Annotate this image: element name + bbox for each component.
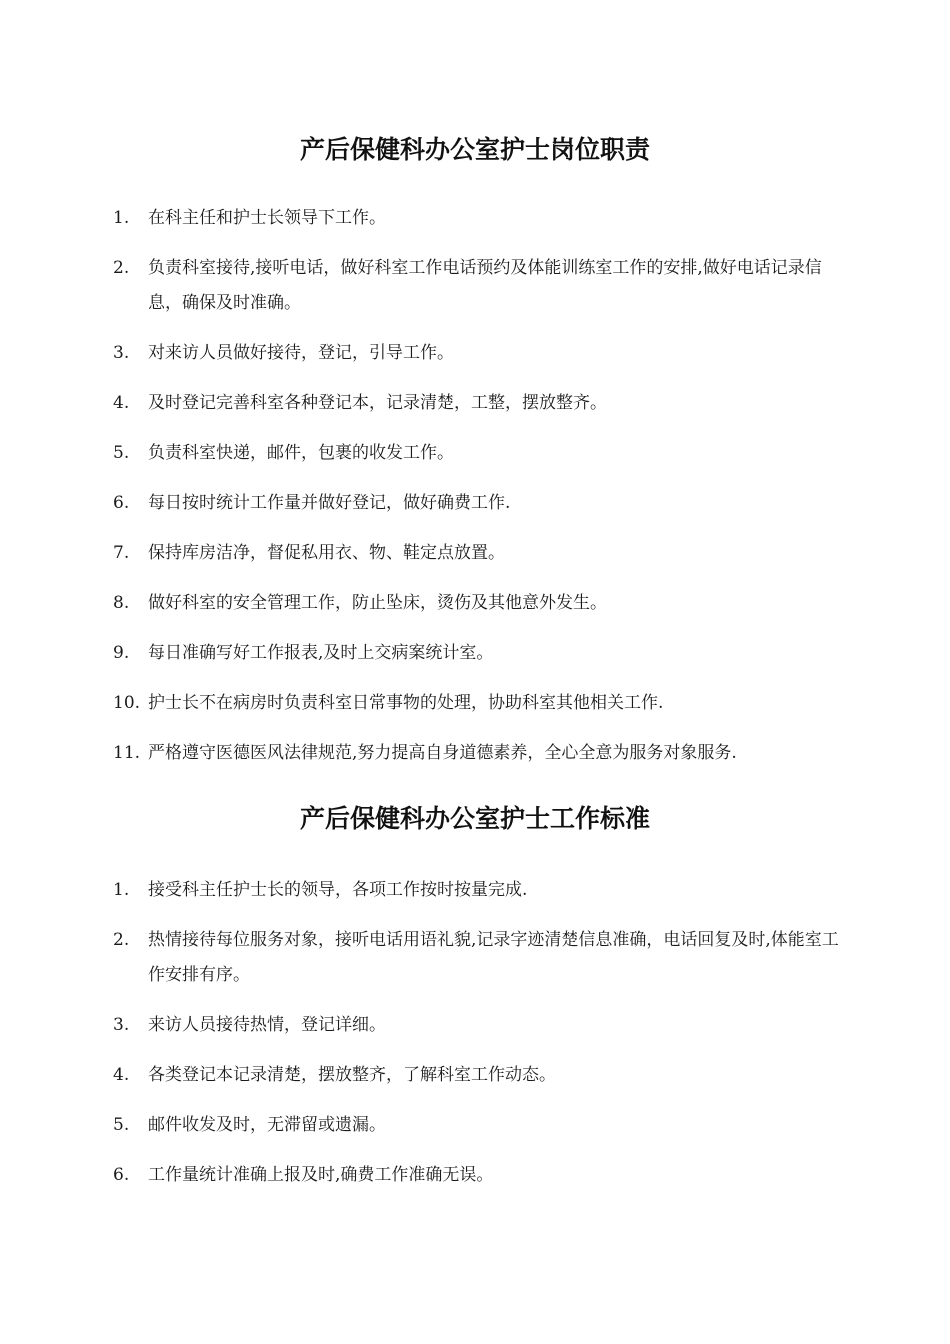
- item-text: 每日按时统计工作量并做好登记，做好确费工作.: [148, 493, 511, 513]
- list-item: [0, 1008, 950, 1043]
- item-text: 每日准确写好工作报表,及时上交病案统计室。: [148, 643, 494, 663]
- list-item: [0, 251, 950, 321]
- item-text: 对来访人员做好接待，登记，引导工作。: [148, 343, 454, 363]
- item-text: 及时登记完善科室各种登记本，记录清楚，工整，摆放整齐。: [148, 393, 607, 413]
- item-text: 负责科室接待,接听电话，做好科室工作电话预约及体能训练室工作的安排,做好电话记录信息，确保及时准确。: [148, 258, 822, 313]
- list-item: [0, 686, 950, 721]
- item-text: 做好科室的安全管理工作，防止坠床，烫伤及其他意外发生。: [148, 593, 607, 613]
- list-item: [0, 436, 950, 471]
- item-number: 6.: [113, 1165, 130, 1185]
- item-number: 4.: [113, 1065, 130, 1085]
- list-item: [0, 1108, 950, 1143]
- item-text: 护士长不在病房时负责科室日常事物的处理，协助科室其他相关工作.: [148, 693, 664, 713]
- item-text: 工作量统计准确上报及时,确费工作准确无误。: [148, 1165, 494, 1185]
- item-text: 保持库房洁净，督促私用衣、物、鞋定点放置。: [148, 543, 505, 563]
- item-text: 负责科室快递，邮件，包裹的收发工作。: [148, 443, 454, 463]
- item-number: 2.: [113, 258, 130, 278]
- list-item: [0, 873, 950, 908]
- list-item: [0, 486, 950, 521]
- item-text: 热情接待每位服务对象，接听电话用语礼貌,记录字迹清楚信息准确，电话回复及时,体能室工作安排有序。: [148, 930, 839, 985]
- item-number: 3.: [113, 343, 130, 363]
- item-text: 来访人员接待热情，登记详细。: [148, 1015, 386, 1035]
- item-number: 1.: [113, 880, 130, 900]
- item-number: 4.: [113, 393, 130, 413]
- item-number: 10.: [113, 693, 141, 713]
- item-text: 邮件收发及时，无滞留或遗漏。: [148, 1115, 386, 1135]
- item-text: 接受科主任护士长的领导，各项工作按时按量完成.: [148, 880, 528, 900]
- item-text: 各类登记本记录清楚，摆放整齐，了解科室工作动态。: [148, 1065, 556, 1085]
- item-number: 11.: [113, 743, 141, 763]
- item-number: 9.: [113, 643, 130, 663]
- item-number: 6.: [113, 493, 130, 513]
- list-item: [0, 201, 950, 236]
- item-number: 8.: [113, 593, 130, 613]
- item-number: 7.: [113, 543, 130, 563]
- list-item: [0, 336, 950, 371]
- item-number: 1.: [113, 208, 130, 228]
- list-item: [0, 586, 950, 621]
- list-item: [0, 386, 950, 421]
- item-number: 5.: [113, 1115, 130, 1135]
- list-item: [0, 636, 950, 671]
- list-item: [0, 736, 950, 771]
- item-text: 在科主任和护士长领导下工作。: [148, 208, 386, 228]
- standards-list: [0, 873, 950, 1208]
- section-title-standards: 产后保健科办公室护士工作标准: [299, 804, 650, 833]
- list-item: [0, 1058, 950, 1093]
- item-text: 严格遵守医德医风法律规范,努力提高自身道德素养，全心全意为服务对象服务.: [148, 743, 737, 763]
- item-number: 2.: [113, 930, 130, 950]
- list-item: [0, 536, 950, 571]
- list-item: [0, 923, 950, 993]
- duties-list: [0, 201, 950, 786]
- item-number: 3.: [113, 1015, 130, 1035]
- section-title-duties: 产后保健科办公室护士岗位职责: [299, 135, 650, 164]
- list-item: [0, 1158, 950, 1193]
- item-number: 5.: [113, 443, 130, 463]
